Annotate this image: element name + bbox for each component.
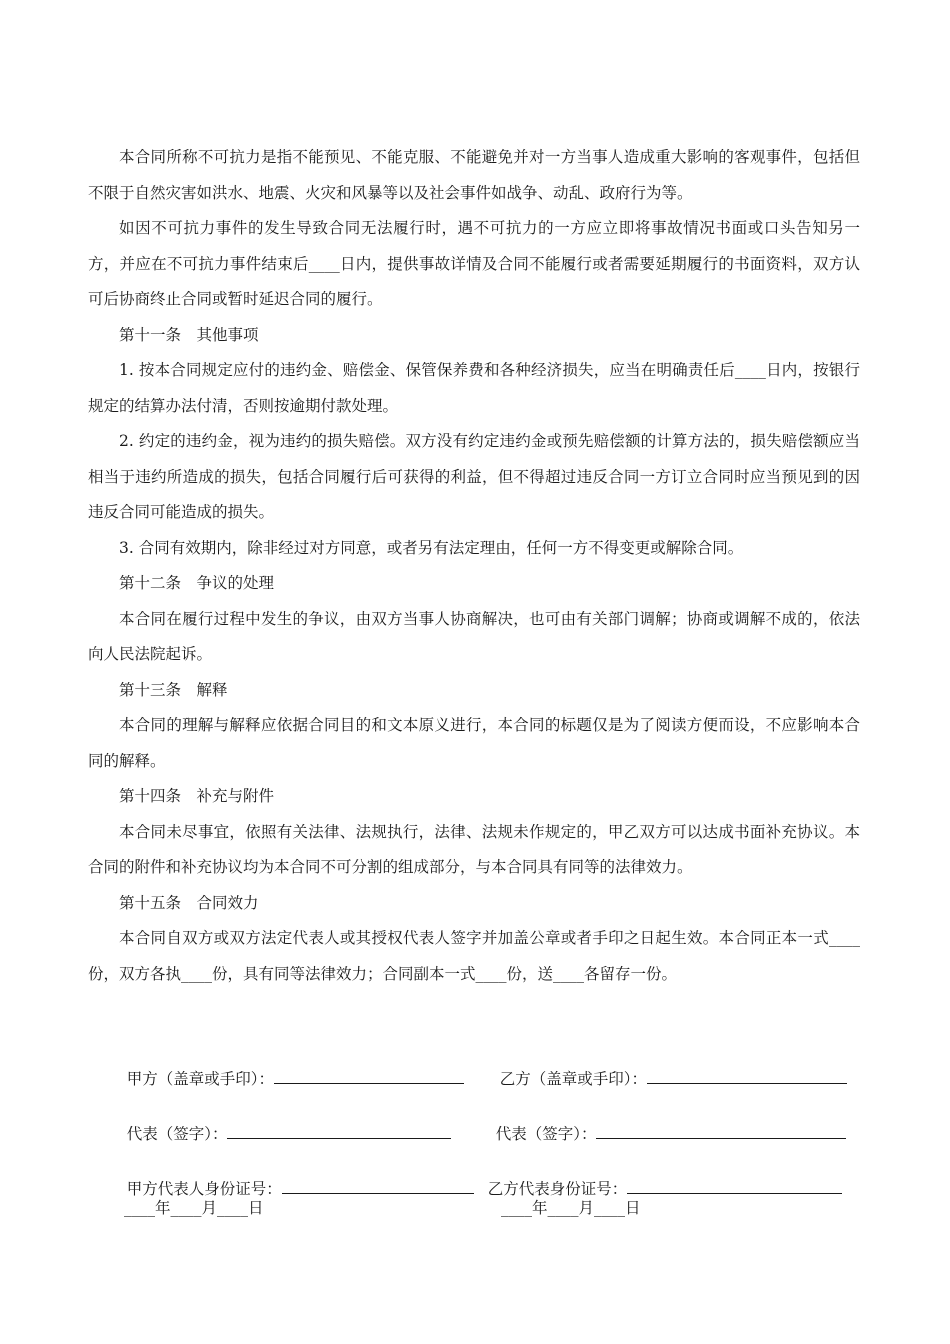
article-11-item-1: 1. 按本合同规定应付的违约金、赔偿金、保管保养费和各种经济损失，应当在明确责任后____日内，按银行规定的结算办法付清，否则按逾期付款处理。: [88, 361, 860, 415]
party-a-id-row: [107, 1143, 474, 1198]
party-a-seal-line[interactable]: [274, 1063, 464, 1084]
article-14-text: 本合同未尽事宜，依照有关法律、法规执行，法律、法规未作规定的，甲乙双方可以达成书面补充协议。本合同的附件和补充协议均为本合同不可分割的组成部分，与本合同具有同等的法律效力。: [88, 822, 860, 876]
party-b-id-label: 乙方代表身份证号：: [487, 1180, 628, 1198]
party-b-id-line[interactable]: [627, 1173, 842, 1194]
party-a-date[interactable]: ____年____月____日: [124, 1199, 264, 1217]
party-b-id-row: [468, 1143, 842, 1198]
party-b-rep-row: [476, 1088, 846, 1143]
clause-force-majeure-notice: 如因不可抗力事件的发生导致合同无法履行时，遇不可抗力的一方应立即将事故情况书面或口头告知另一方，并应在不可抗力事件结束后____日内，提供事故详情及合同不能履行或者需要延期履行的书面资料，双方认可后协商终止合同或暂时延迟合同的履行。: [88, 219, 860, 308]
article-14-heading: 第十四条 补充与附件: [119, 787, 275, 805]
article-13-text: 本合同的理解与解释应依据合同目的和文本原义进行，本合同的标题仅是为了阅读方便而设，不应影响本合同的解释。: [88, 716, 860, 770]
article-15-text: 本合同自双方或双方法定代表人或其授权代表人签字并加盖公章或者手印之日起生效。本合同正本一式____份，双方各执____份，具有同等法律效力；合同副本一式____份，送____各留存一份。: [88, 929, 860, 983]
party-b-seal-line[interactable]: [647, 1063, 847, 1084]
article-11-heading: 第十一条 其他事项: [119, 325, 259, 344]
party-b-date[interactable]: ____年____月____日: [501, 1199, 641, 1217]
party-b-rep-label: 代表（签字）：: [495, 1125, 597, 1143]
party-b-seal-row: [480, 1033, 847, 1088]
party-a-rep-line[interactable]: [227, 1118, 451, 1139]
article-11-item-2: 2. 约定的违约金，视为违约的损失赔偿。双方没有约定违约金或预先赔偿额的计算方法的，损失赔偿额应当相当于违约所造成的损失，包括合同履行后可获得的利益，但不得超过违反合同一方订立合同时应当预见到的因违反合同可能造成的损失。: [88, 432, 860, 521]
party-b-seal-label: 乙方（盖章或手印）：: [499, 1070, 647, 1088]
party-a-id-label: 甲方代表人身份证号：: [126, 1180, 282, 1198]
article-13-heading: 第十三条 解释: [119, 680, 228, 699]
party-a-seal-label: 甲方（盖章或手印）：: [126, 1070, 274, 1088]
party-a-seal-row: [107, 1033, 464, 1088]
party-b-rep-line[interactable]: [596, 1118, 846, 1139]
article-12-heading: 第十二条 争议的处理: [119, 574, 275, 592]
party-a-rep-row: [107, 1088, 451, 1143]
article-15-heading: 第十五条 合同效力: [119, 893, 259, 912]
party-a-id-line[interactable]: [282, 1173, 474, 1194]
party-a-rep-label: 代表（签字）：: [126, 1125, 228, 1143]
contract-body: [88, 140, 860, 992]
article-11-item-3: 3. 合同有效期内，除非经过对方同意，或者另有法定理由，任何一方不得变更或解除合同。: [119, 538, 744, 557]
article-12-text: 本合同在履行过程中发生的争议，由双方当事人协商解决，也可由有关部门调解；协商或调解不成的，依法向人民法院起诉。: [88, 609, 860, 663]
clause-force-majeure-definition: 本合同所称不可抗力是指不能预见、不能克服、不能避免并对一方当事人造成重大影响的客观事件，包括但不限于自然灾害如洪水、地震、火灾和风暴等以及社会事件如战争、动乱、政府行为等。: [88, 148, 860, 202]
